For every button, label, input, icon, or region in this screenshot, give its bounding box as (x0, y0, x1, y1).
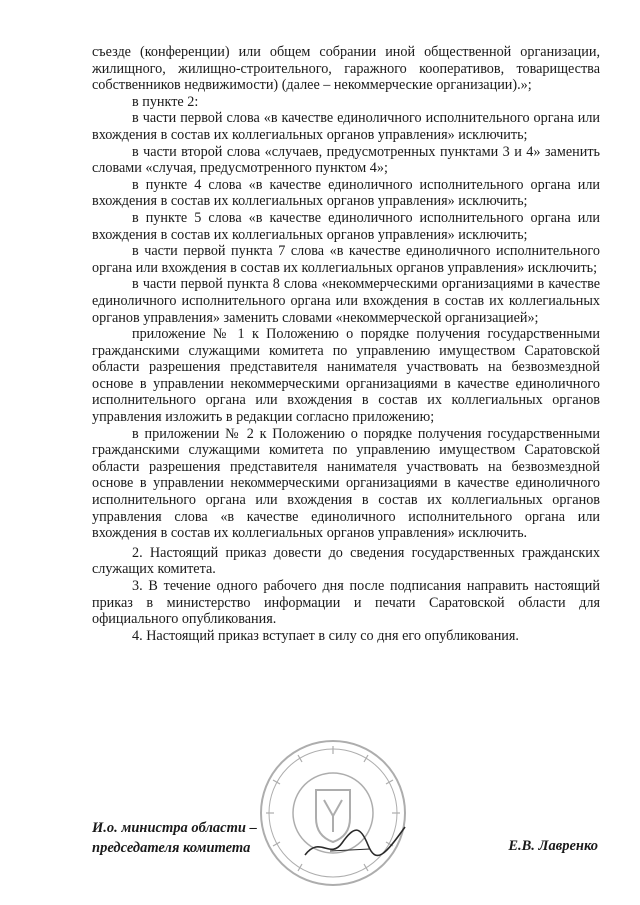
paragraph-3: в части первой слова «в качестве единоличного исполнительного органа или вхождения в состав их коллегиальных органов управления» исключить; (92, 110, 600, 143)
signatory-position-line-1: И.о. министра области – (92, 820, 257, 836)
paragraph-8: в части первой пункта 8 слова «некоммерческими организациями в качестве единоличного исполнительного органа или вхождения в состав их коллегиальных органов управления» заменить словами «некоммерческой организацией»; (92, 276, 600, 326)
paragraph-7: в части первой пункта 7 слова «в качестве единоличного исполнительного органа или вхождения в состав их коллегиальных органов управления» исключить; (92, 243, 600, 276)
paragraph-13: 4. Настоящий приказ вступает в силу со дня его опубликования. (132, 627, 519, 644)
signatory-position-line-2: председателя комитета (92, 840, 251, 856)
official-seal-icon (258, 738, 408, 888)
paragraph-12: 3. В течение одного рабочего дня после подписания направить настоящий приказ в министерство информации и печати Саратовской области для официального опубликования. (92, 578, 600, 628)
paragraph-4: в части второй слова «случаев, предусмотренных пунктами 3 и 4» заменить словами «случая, предусмотренного пунктом 4»; (92, 143, 600, 177)
paragraph-11: 2. Настоящий приказ довести до сведения государственных гражданских служащих комитета. (92, 544, 600, 578)
paragraph-9: приложение № 1 к Положению о порядке получения государственными гражданскими служащими комитета по управлению имуществом Саратовской области разрешения представителя нанимателя участвовать на безвозмездной основе в управлении некоммерческими организациями в качестве единоличного исполнительного органа или вхождения в состав их коллегиальных органов управления изложить в редакции согласно приложению; (92, 326, 600, 426)
paragraph-2: в пункте 2: (132, 93, 199, 110)
handwritten-signature-icon (300, 815, 410, 865)
paragraph-5: в пункте 4 слова «в качестве единоличного исполнительного органа или вхождения в состав их коллегиальных органов управления» исключить; (92, 176, 600, 210)
paragraph-10: в приложении № 2 к Положению о порядке получения государственными гражданскими служащими комитета по управлению имуществом Саратовской области разрешения представителя нанимателя участвовать на безвозмездной основе в управлении некоммерческими организациями в качестве единоличного исполнительного органа или вхождения в состав их коллегиальных органов управления слова «в качестве единоличного исполнительного органа или вхождения в состав их коллегиальных органов управления» исключить. (92, 425, 600, 542)
paragraph-1: съезде (конференции) или общем собрании иной общественной организации, жилищного, жилищно-строительного, гаражного кооперативов, товарищества собственников недвижимости) (далее – некоммерческие организации).»; (92, 44, 600, 94)
paragraph-6: в пункте 5 слова «в качестве единоличного исполнительного органа или вхождения в состав их коллегиальных органов управления» исключить; (92, 209, 600, 243)
signatory-name: Е.В. Лавренко (508, 838, 598, 854)
signatory-position (92, 818, 257, 858)
document-body (92, 44, 600, 644)
